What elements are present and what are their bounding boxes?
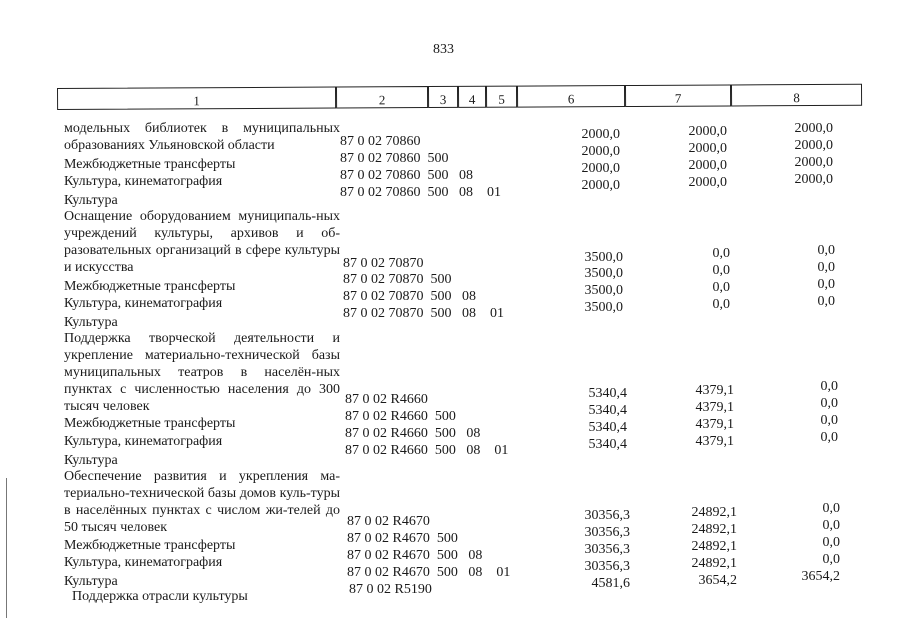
row-desc: Культура [64,574,118,589]
row-desc: Межбюджетные трансферты [64,279,236,294]
value-col-6: 30356,3 [584,508,630,523]
value-col-7: 2000,0 [688,158,727,173]
value-col-7: 4379,1 [695,400,734,415]
row-desc: Поддержка творческой деятельности и укрепление материально-технической базы муниципальных театров в населён-ных пунктах с численностью населения до 300 тысяч человек [64,331,340,414]
value-col-8: 0,0 [820,413,838,428]
row-desc: Культура, кинематография [64,434,223,449]
value-col-8: 0,0 [822,535,840,550]
value-col-8: 0,0 [817,294,835,309]
row-code: 87 0 02 R4660 500 [345,409,456,424]
value-col-6: 3500,0 [584,300,623,315]
value-col-6: 30356,3 [584,559,630,574]
value-col-7: 3654,2 [698,573,737,588]
value-col-7: 0,0 [712,297,730,312]
value-col-6: 5340,4 [588,386,627,401]
value-col-8: 2000,0 [794,155,833,170]
value-col-7: 4379,1 [695,434,734,449]
value-col-8: 0,0 [817,277,835,292]
value-col-7: 0,0 [712,280,730,295]
value-col-8: 0,0 [817,243,835,258]
value-col-7: 24892,1 [691,539,737,554]
value-col-8: 0,0 [820,379,838,394]
value-col-6: 5340,4 [588,420,627,435]
value-col-8: 0,0 [817,260,835,275]
value-col-6: 4581,6 [591,576,630,591]
row-code: 87 0 02 R4660 500 08 [345,426,481,441]
header-col-6: 6 [517,85,625,108]
value-col-6: 3500,0 [584,283,623,298]
value-col-7: 4379,1 [695,383,734,398]
value-col-8: 0,0 [820,430,838,445]
value-col-6: 30356,3 [584,542,630,557]
value-col-6: 5340,4 [588,403,627,418]
value-col-8: 2000,0 [794,172,833,187]
row-desc: модельных библиотек в муниципальных образованиях Ульяновской области [64,121,340,153]
row-code: 87 0 02 R4670 500 08 [347,548,483,563]
header-col-5: 5 [486,86,517,108]
value-col-6: 5340,4 [588,437,627,452]
value-col-8: 0,0 [822,501,840,516]
value-col-7: 2000,0 [688,141,727,156]
header-col-2: 2 [336,86,428,108]
value-col-8: 0,0 [822,518,840,533]
row-code: 87 0 02 70870 500 08 [343,289,476,304]
row-code: 87 0 02 70870 500 08 01 [343,306,504,321]
value-col-7: 24892,1 [691,505,737,520]
row-code: 87 0 02 R4670 500 [347,531,458,546]
row-desc: Обеспечение развития и укрепления ма-териально-технической базы домов куль-туры в населённых пунктах с числом жи-телей до 50 тысяч человек [64,469,340,535]
value-col-7: 0,0 [712,263,730,278]
value-col-6: 2000,0 [581,144,620,159]
value-col-6: 30356,3 [584,525,630,540]
header-col-4: 4 [458,86,486,108]
row-desc: Культура [64,453,118,468]
value-col-6: 3500,0 [584,266,623,281]
page-number: 833 [433,42,454,57]
scan-margin-line [6,478,7,618]
row-desc: Межбюджетные трансферты [64,157,236,172]
row-code: 87 0 02 R4670 500 08 01 [347,565,511,580]
value-col-7: 2000,0 [688,175,727,190]
value-col-8: 0,0 [820,396,838,411]
row-code: 87 0 02 70860 500 08 01 [340,185,501,200]
row-code: 87 0 02 R4660 [345,392,428,407]
row-code: 87 0 02 R4660 500 08 01 [345,443,509,458]
value-col-7: 24892,1 [691,556,737,571]
value-col-7: 24892,1 [691,522,737,537]
value-col-8: 0,0 [822,552,840,567]
row-desc: Культура, кинематография [64,174,223,189]
value-col-8: 3654,2 [801,569,840,584]
row-desc: Культура [64,315,118,330]
table-header [57,84,862,112]
row-code: 87 0 02 70870 500 [343,272,452,287]
row-code: 87 0 02 70860 500 [340,151,449,166]
value-col-7: 0,0 [712,246,730,261]
header-col-7: 7 [625,84,731,107]
row-code: 87 0 02 70860 [340,134,421,149]
row-desc: Межбюджетные трансферты [64,416,236,431]
row-desc: Оснащение оборудованием муниципаль-ных учреждений культуры, архивов и об-разовательных организаций в сфере культуры и искусства [64,209,340,275]
value-col-8: 2000,0 [794,138,833,153]
value-col-6: 2000,0 [581,178,620,193]
row-desc: Поддержка отрасли культуры [72,589,248,604]
header-col-8: 8 [731,84,862,107]
row-desc: Культура, кинематография [64,296,223,311]
row-desc: Культура [64,193,118,208]
row-code: 87 0 02 70860 500 08 [340,168,473,183]
row-code: 87 0 02 70870 [343,256,424,271]
value-col-6: 2000,0 [581,161,620,176]
value-col-8: 2000,0 [794,121,833,136]
row-desc: Культура, кинематография [64,555,223,570]
header-col-3: 3 [428,86,458,108]
value-col-7: 4379,1 [695,417,734,432]
value-col-7: 2000,0 [688,124,727,139]
value-col-6: 3500,0 [584,250,623,265]
row-code: 87 0 02 R5190 [349,582,432,597]
header-col-1: 1 [57,87,336,110]
row-code: 87 0 02 R4670 [347,514,430,529]
row-desc: Межбюджетные трансферты [64,538,236,553]
value-col-6: 2000,0 [581,127,620,142]
